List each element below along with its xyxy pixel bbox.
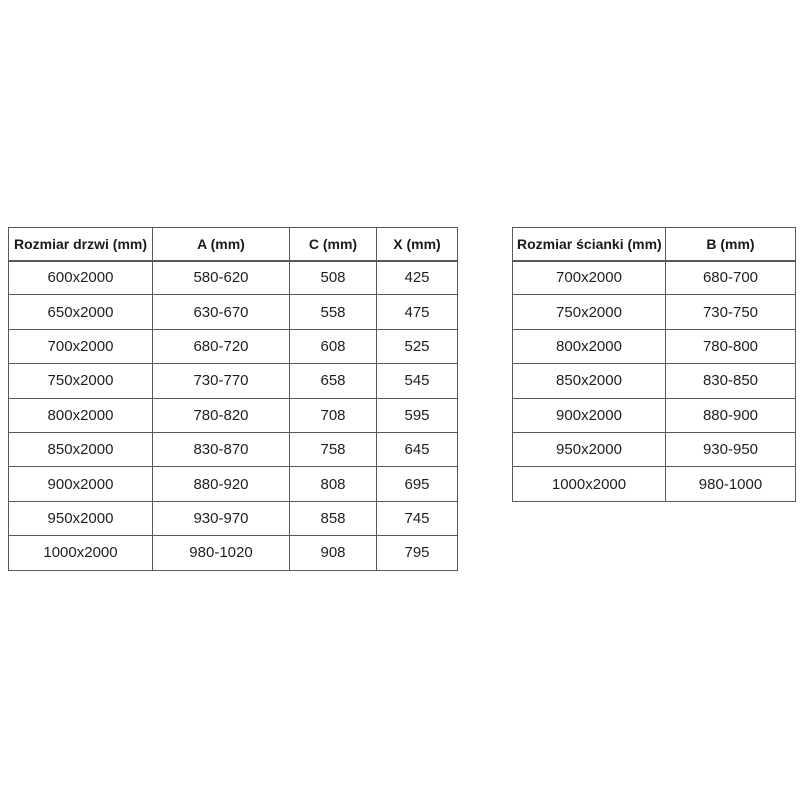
table-cell: 658 bbox=[290, 364, 377, 398]
table-cell: 930-950 bbox=[666, 432, 796, 466]
door-sizes-table bbox=[8, 227, 458, 571]
table-cell: 700x2000 bbox=[9, 329, 153, 363]
column-header: Rozmiar drzwi (mm) bbox=[9, 228, 153, 261]
table-row bbox=[9, 398, 458, 432]
table-row bbox=[9, 467, 458, 501]
wall-sizes-table bbox=[512, 227, 796, 502]
table-cell: 980-1000 bbox=[666, 467, 796, 501]
table-cell: 930-970 bbox=[153, 501, 290, 535]
table-cell: 900x2000 bbox=[513, 398, 666, 432]
wall-sizes-table-body bbox=[513, 261, 796, 502]
table-cell: 608 bbox=[290, 329, 377, 363]
table-cell: 950x2000 bbox=[9, 501, 153, 535]
table-row bbox=[513, 467, 796, 501]
table-cell: 795 bbox=[377, 536, 458, 570]
table-cell: 880-900 bbox=[666, 398, 796, 432]
table-cell: 950x2000 bbox=[513, 432, 666, 466]
table-row bbox=[9, 295, 458, 329]
door-sizes-table-body bbox=[9, 261, 458, 571]
table-cell: 1000x2000 bbox=[9, 536, 153, 570]
table-cell: 545 bbox=[377, 364, 458, 398]
table-cell: 830-870 bbox=[153, 432, 290, 466]
table-row bbox=[9, 536, 458, 570]
table-cell: 680-700 bbox=[666, 261, 796, 295]
table-cell: 630-670 bbox=[153, 295, 290, 329]
table-cell: 858 bbox=[290, 501, 377, 535]
table-cell: 780-820 bbox=[153, 398, 290, 432]
table-cell: 980-1020 bbox=[153, 536, 290, 570]
table-cell: 850x2000 bbox=[9, 432, 153, 466]
table-cell: 695 bbox=[377, 467, 458, 501]
table-cell: 850x2000 bbox=[513, 364, 666, 398]
column-header: A (mm) bbox=[153, 228, 290, 261]
column-header: C (mm) bbox=[290, 228, 377, 261]
table-row bbox=[513, 432, 796, 466]
column-header: B (mm) bbox=[666, 228, 796, 261]
table-cell: 800x2000 bbox=[9, 398, 153, 432]
table-row bbox=[513, 295, 796, 329]
table-cell: 645 bbox=[377, 432, 458, 466]
header-row bbox=[513, 228, 796, 261]
table-row bbox=[9, 432, 458, 466]
table-cell: 750x2000 bbox=[513, 295, 666, 329]
table-cell: 908 bbox=[290, 536, 377, 570]
table-row bbox=[513, 261, 796, 295]
table-row bbox=[513, 364, 796, 398]
table-cell: 758 bbox=[290, 432, 377, 466]
table-cell: 680-720 bbox=[153, 329, 290, 363]
table-row bbox=[9, 261, 458, 295]
table-cell: 425 bbox=[377, 261, 458, 295]
door-sizes-table-header bbox=[9, 228, 458, 261]
table-cell: 745 bbox=[377, 501, 458, 535]
table-cell: 830-850 bbox=[666, 364, 796, 398]
table-row bbox=[513, 329, 796, 363]
column-header: X (mm) bbox=[377, 228, 458, 261]
table-cell: 595 bbox=[377, 398, 458, 432]
table-cell: 1000x2000 bbox=[513, 467, 666, 501]
table-cell: 780-800 bbox=[666, 329, 796, 363]
table-row bbox=[513, 398, 796, 432]
table-cell: 600x2000 bbox=[9, 261, 153, 295]
header-row bbox=[9, 228, 458, 261]
table-cell: 800x2000 bbox=[513, 329, 666, 363]
table-cell: 525 bbox=[377, 329, 458, 363]
table-cell: 650x2000 bbox=[9, 295, 153, 329]
table-cell: 900x2000 bbox=[9, 467, 153, 501]
table-row bbox=[9, 364, 458, 398]
table-row bbox=[9, 329, 458, 363]
table-cell: 558 bbox=[290, 295, 377, 329]
table-cell: 508 bbox=[290, 261, 377, 295]
table-cell: 580-620 bbox=[153, 261, 290, 295]
table-cell: 750x2000 bbox=[9, 364, 153, 398]
table-row bbox=[9, 501, 458, 535]
table-cell: 730-770 bbox=[153, 364, 290, 398]
table-cell: 808 bbox=[290, 467, 377, 501]
table-cell: 730-750 bbox=[666, 295, 796, 329]
table-cell: 708 bbox=[290, 398, 377, 432]
column-header: Rozmiar ścianki (mm) bbox=[513, 228, 666, 261]
table-cell: 880-920 bbox=[153, 467, 290, 501]
table-cell: 475 bbox=[377, 295, 458, 329]
table-cell: 700x2000 bbox=[513, 261, 666, 295]
wall-sizes-table-header bbox=[513, 228, 796, 261]
